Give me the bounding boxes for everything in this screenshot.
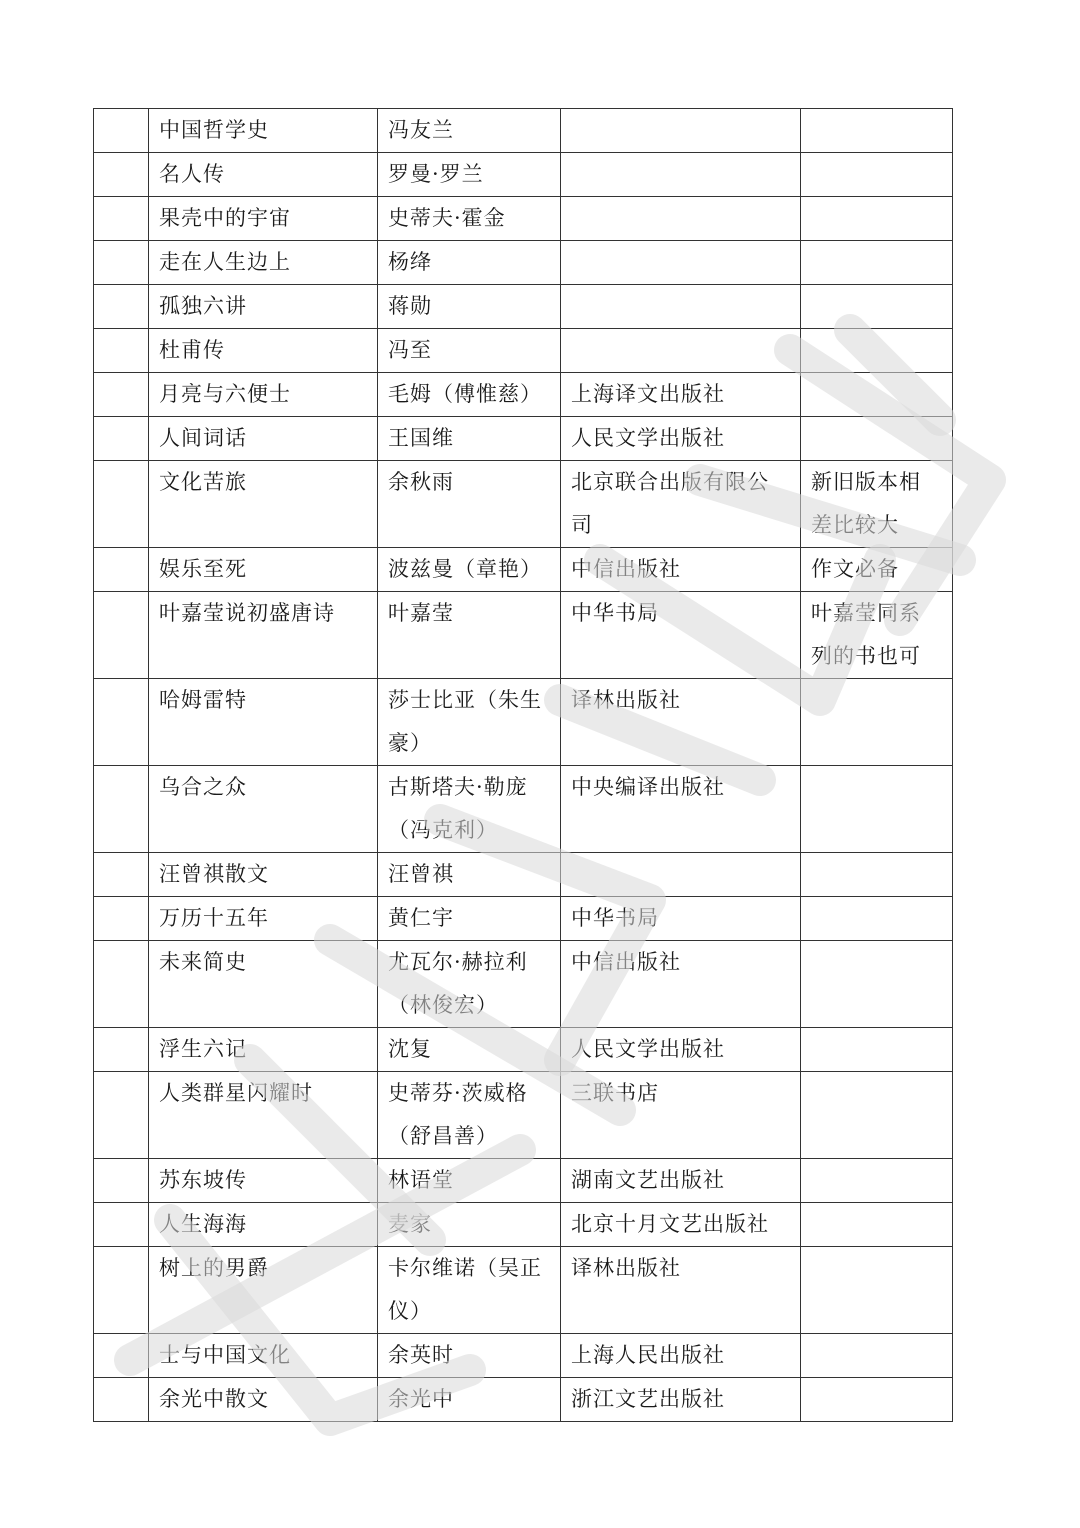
- book-title: 娱乐至死: [159, 557, 247, 581]
- publisher-cell: [561, 1072, 801, 1159]
- author: 余光中: [388, 1387, 454, 1411]
- publisher-cell: [561, 679, 801, 766]
- publisher: 上海译文出版社: [571, 382, 725, 406]
- book-title: 名人传: [159, 162, 225, 186]
- publisher-cell: [561, 373, 801, 417]
- publisher: 北京联合出版有限公司: [571, 470, 769, 537]
- publisher: 中华书局: [571, 601, 659, 625]
- author: 麦家: [388, 1212, 432, 1236]
- author-cell: [378, 853, 561, 897]
- row-number-cell: [94, 1334, 149, 1378]
- row-number-cell: [94, 1203, 149, 1247]
- row-number-cell: [94, 461, 149, 548]
- note-cell: [801, 1072, 953, 1159]
- book-list-table: [93, 108, 953, 1422]
- table-row: [94, 941, 953, 1028]
- publisher: 中信出版社: [571, 557, 681, 581]
- table-row: [94, 285, 953, 329]
- publisher-cell: [561, 941, 801, 1028]
- publisher-cell: [561, 853, 801, 897]
- publisher: 北京十月文艺出版社: [571, 1212, 769, 1236]
- note-cell: [801, 417, 953, 461]
- row-number-cell: [94, 109, 149, 153]
- publisher-cell: [561, 285, 801, 329]
- book-title: 乌合之众: [159, 775, 247, 799]
- note-cell: [801, 197, 953, 241]
- note-cell: [801, 109, 953, 153]
- table-row: [94, 1028, 953, 1072]
- note-cell: [801, 766, 953, 853]
- table-row: [94, 1203, 953, 1247]
- book-title-cell: [149, 766, 378, 853]
- note-cell: [801, 897, 953, 941]
- author-cell: [378, 897, 561, 941]
- book-title-cell: [149, 679, 378, 766]
- table-row: [94, 109, 953, 153]
- table-row: [94, 417, 953, 461]
- book-title: 士与中国文化: [159, 1343, 291, 1367]
- note-cell: [801, 241, 953, 285]
- author-cell: [378, 329, 561, 373]
- row-number-cell: [94, 853, 149, 897]
- note: 新旧版本相差比较大: [811, 470, 921, 537]
- note-cell: [801, 592, 953, 679]
- book-title-cell: [149, 1072, 378, 1159]
- book-title-cell: [149, 197, 378, 241]
- author-cell: [378, 1072, 561, 1159]
- book-title: 汪曾祺散文: [159, 862, 269, 886]
- table-row: [94, 1378, 953, 1422]
- book-title: 杜甫传: [159, 338, 225, 362]
- book-title: 人类群星闪耀时: [159, 1081, 313, 1105]
- row-number-cell: [94, 1028, 149, 1072]
- book-title: 文化苦旅: [159, 470, 247, 494]
- publisher: 上海人民出版社: [571, 1343, 725, 1367]
- author: 古斯塔夫·勒庞（冯克利）: [388, 775, 528, 842]
- publisher-cell: [561, 1247, 801, 1334]
- publisher: 人民文学出版社: [571, 426, 725, 450]
- book-title-cell: [149, 897, 378, 941]
- author: 冯友兰: [388, 118, 454, 142]
- author: 毛姆（傅惟慈）: [388, 382, 542, 406]
- author: 卡尔维诺（吴正仪）: [388, 1256, 542, 1323]
- author: 余英时: [388, 1343, 454, 1367]
- book-title-cell: [149, 853, 378, 897]
- table-row: [94, 1247, 953, 1334]
- publisher-cell: [561, 1028, 801, 1072]
- author: 史蒂夫·霍金: [388, 206, 506, 230]
- author: 杨绛: [388, 250, 432, 274]
- book-title-cell: [149, 548, 378, 592]
- book-title-cell: [149, 1028, 378, 1072]
- row-number-cell: [94, 153, 149, 197]
- publisher-cell: [561, 197, 801, 241]
- publisher-cell: [561, 1334, 801, 1378]
- book-title-cell: [149, 153, 378, 197]
- note-cell: [801, 153, 953, 197]
- table-row: [94, 897, 953, 941]
- book-title: 月亮与六便士: [159, 382, 291, 406]
- book-title-cell: [149, 592, 378, 679]
- note-cell: [801, 853, 953, 897]
- author-cell: [378, 1028, 561, 1072]
- author: 余秋雨: [388, 470, 454, 494]
- publisher: 浙江文艺出版社: [571, 1387, 725, 1411]
- book-title: 万历十五年: [159, 906, 269, 930]
- book-title-cell: [149, 1247, 378, 1334]
- row-number-cell: [94, 679, 149, 766]
- author-cell: [378, 153, 561, 197]
- note-cell: [801, 461, 953, 548]
- table-row: [94, 197, 953, 241]
- author-cell: [378, 241, 561, 285]
- author-cell: [378, 1159, 561, 1203]
- book-title: 未来简史: [159, 950, 247, 974]
- table-row: [94, 153, 953, 197]
- note-cell: [801, 548, 953, 592]
- author: 黄仁宇: [388, 906, 454, 930]
- book-title-cell: [149, 373, 378, 417]
- book-title: 果壳中的宇宙: [159, 206, 291, 230]
- publisher-cell: [561, 897, 801, 941]
- author-cell: [378, 285, 561, 329]
- author-cell: [378, 197, 561, 241]
- publisher-cell: [561, 241, 801, 285]
- book-title-cell: [149, 417, 378, 461]
- table-row: [94, 766, 953, 853]
- author-cell: [378, 1378, 561, 1422]
- note-cell: [801, 373, 953, 417]
- author: 王国维: [388, 426, 454, 450]
- author-cell: [378, 1203, 561, 1247]
- table-row: [94, 329, 953, 373]
- note-cell: [801, 941, 953, 1028]
- note-cell: [801, 329, 953, 373]
- author: 叶嘉莹: [388, 601, 454, 625]
- row-number-cell: [94, 1247, 149, 1334]
- author-cell: [378, 592, 561, 679]
- publisher: 中信出版社: [571, 950, 681, 974]
- publisher: 中央编译出版社: [571, 775, 725, 799]
- row-number-cell: [94, 241, 149, 285]
- author-cell: [378, 461, 561, 548]
- book-title-cell: [149, 941, 378, 1028]
- table-row: [94, 461, 953, 548]
- publisher-cell: [561, 417, 801, 461]
- row-number-cell: [94, 373, 149, 417]
- book-title: 余光中散文: [159, 1387, 269, 1411]
- row-number-cell: [94, 548, 149, 592]
- row-number-cell: [94, 1159, 149, 1203]
- book-title: 哈姆雷特: [159, 688, 247, 712]
- publisher: 湖南文艺出版社: [571, 1168, 725, 1192]
- note-cell: [801, 1159, 953, 1203]
- table-row: [94, 548, 953, 592]
- row-number-cell: [94, 329, 149, 373]
- book-title-cell: [149, 461, 378, 548]
- row-number-cell: [94, 897, 149, 941]
- note-cell: [801, 285, 953, 329]
- author-cell: [378, 109, 561, 153]
- book-title: 孤独六讲: [159, 294, 247, 318]
- publisher: 人民文学出版社: [571, 1037, 725, 1061]
- publisher-cell: [561, 592, 801, 679]
- author-cell: [378, 548, 561, 592]
- book-title-cell: [149, 1203, 378, 1247]
- row-number-cell: [94, 197, 149, 241]
- table-row: [94, 373, 953, 417]
- book-title: 苏东坡传: [159, 1168, 247, 1192]
- row-number-cell: [94, 417, 149, 461]
- book-title: 人生海海: [159, 1212, 247, 1236]
- book-title-cell: [149, 1334, 378, 1378]
- row-number-cell: [94, 285, 149, 329]
- author: 林语堂: [388, 1168, 454, 1192]
- author-cell: [378, 417, 561, 461]
- author: 冯至: [388, 338, 432, 362]
- author: 蒋勋: [388, 294, 432, 318]
- publisher-cell: [561, 1378, 801, 1422]
- row-number-cell: [94, 766, 149, 853]
- note-cell: [801, 1334, 953, 1378]
- table-row: [94, 592, 953, 679]
- book-title-cell: [149, 329, 378, 373]
- book-title-cell: [149, 241, 378, 285]
- publisher-cell: [561, 109, 801, 153]
- author-cell: [378, 1334, 561, 1378]
- publisher-cell: [561, 1159, 801, 1203]
- note-cell: [801, 679, 953, 766]
- author: 波兹曼（章艳）: [388, 557, 542, 581]
- author-cell: [378, 679, 561, 766]
- table-row: [94, 1334, 953, 1378]
- table-row: [94, 679, 953, 766]
- book-title-cell: [149, 1378, 378, 1422]
- row-number-cell: [94, 592, 149, 679]
- note-cell: [801, 1028, 953, 1072]
- book-title: 中国哲学史: [159, 118, 269, 142]
- table-row: [94, 1072, 953, 1159]
- publisher-cell: [561, 329, 801, 373]
- note-cell: [801, 1378, 953, 1422]
- book-title-cell: [149, 1159, 378, 1203]
- publisher-cell: [561, 1203, 801, 1247]
- table-row: [94, 1159, 953, 1203]
- author: 莎士比亚（朱生豪）: [388, 688, 542, 755]
- note-cell: [801, 1203, 953, 1247]
- book-title: 树上的男爵: [159, 1256, 269, 1280]
- publisher: 译林出版社: [571, 1256, 681, 1280]
- publisher-cell: [561, 548, 801, 592]
- author: 尤瓦尔·赫拉利（林俊宏）: [388, 950, 528, 1017]
- author: 罗曼·罗兰: [388, 162, 484, 186]
- book-title: 叶嘉莹说初盛唐诗: [159, 601, 335, 625]
- note-cell: [801, 1247, 953, 1334]
- row-number-cell: [94, 941, 149, 1028]
- author-cell: [378, 766, 561, 853]
- author-cell: [378, 941, 561, 1028]
- publisher-cell: [561, 766, 801, 853]
- publisher: 三联书店: [571, 1081, 659, 1105]
- publisher-cell: [561, 461, 801, 548]
- publisher: 译林出版社: [571, 688, 681, 712]
- note: 叶嘉莹同系列的书也可: [811, 601, 921, 668]
- note: 作文必备: [811, 557, 899, 581]
- row-number-cell: [94, 1072, 149, 1159]
- book-title-cell: [149, 109, 378, 153]
- author: 史蒂芬·茨威格（舒昌善）: [388, 1081, 528, 1148]
- author: 汪曾祺: [388, 862, 454, 886]
- book-title: 人间词话: [159, 426, 247, 450]
- table-row: [94, 853, 953, 897]
- row-number-cell: [94, 1378, 149, 1422]
- publisher-cell: [561, 153, 801, 197]
- author: 沈复: [388, 1037, 432, 1061]
- author-cell: [378, 1247, 561, 1334]
- author-cell: [378, 373, 561, 417]
- book-title: 走在人生边上: [159, 250, 291, 274]
- book-title-cell: [149, 285, 378, 329]
- book-title: 浮生六记: [159, 1037, 247, 1061]
- table-row: [94, 241, 953, 285]
- publisher: 中华书局: [571, 906, 659, 930]
